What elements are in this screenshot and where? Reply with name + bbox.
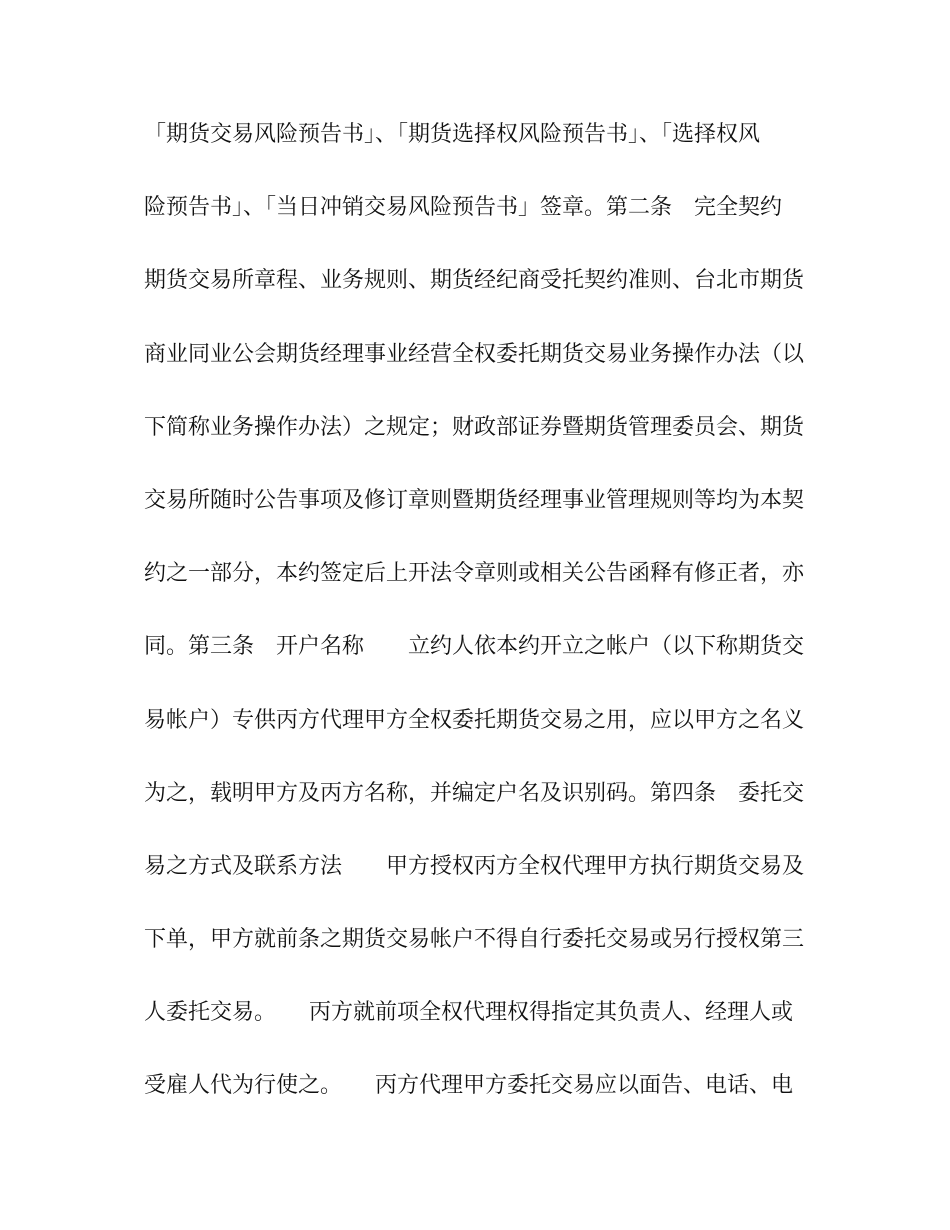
- text-line: 商业同业公会期货经理事业经营全权委托期货交易业务操作办法（以: [144, 341, 805, 367]
- text-line: 下简称业务操作办法）之规定；财政部证券暨期货管理委员会、期货: [144, 414, 805, 440]
- text-line: 易帐户）专供丙方代理甲方全权委托期货交易之用，应以甲方之名义: [144, 707, 805, 733]
- text-line: 交易所随时公告事项及修订章则暨期货经理事业管理规则等均为本契: [144, 487, 805, 513]
- text-line: 为之，载明甲方及丙方名称，并编定户名及识别码。第四条 委托交: [144, 780, 805, 806]
- text-line: 下单，甲方就前条之期货交易帐户不得自行委托交易或另行授权第三: [144, 927, 805, 953]
- text-line: 险预告书」、「当日冲销交易风险预告书」签章。第二条 完全契约: [144, 195, 783, 221]
- text-line: 约之一部分，本约签定后上开法令章则或相关公告函释有修正者，亦: [144, 561, 805, 587]
- text-line: 易之方式及联系方法 甲方授权丙方全权代理甲方执行期货交易及: [144, 853, 805, 879]
- text-line: 「期货交易风险预告书」、「期货选择权风险预告书」、「选择权风: [144, 122, 761, 147]
- text-line: 期货交易所章程、业务规则、期货经纪商受托契约准则、台北市期货: [144, 268, 805, 294]
- text-line: 同。第三条 开户名称 立约人依本约开立之帐户（以下称期货交: [144, 634, 805, 660]
- document-body: [144, 118, 804, 1143]
- text-line: 受雇人代为行使之。 丙方代理甲方委托交易应以面告、电话、电: [144, 1073, 794, 1099]
- text-line: 人委托交易。 丙方就前项全权代理权得指定其负责人、经理人或: [144, 1000, 794, 1026]
